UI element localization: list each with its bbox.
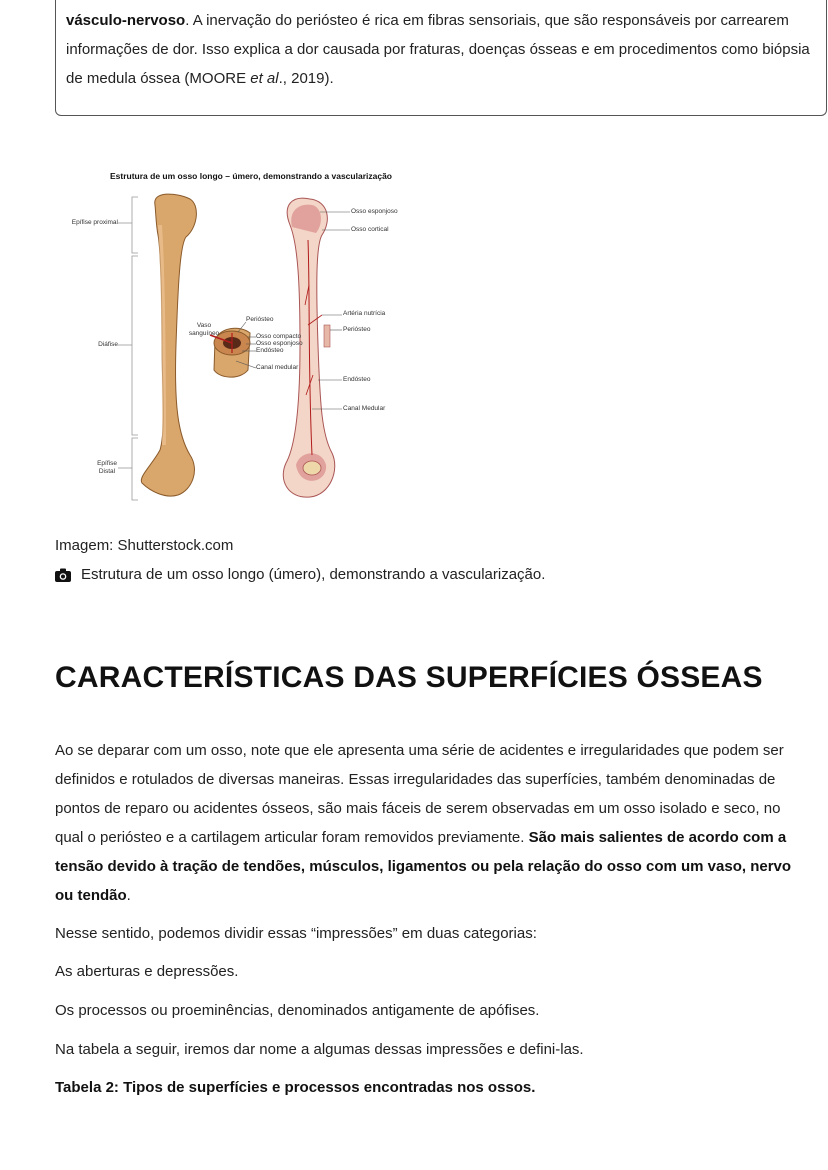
callout-text xyxy=(66,6,816,93)
label-spongy-bone-mid: Osso esponjoso xyxy=(256,340,303,347)
callout-cite-italic: et al xyxy=(250,70,279,87)
image-credit: Imagem: Shutterstock.com xyxy=(55,537,234,554)
figure-caption xyxy=(55,566,545,583)
paragraph-categories: Nesse sentido, podemos dividir essas “impressões” em duas categorias: xyxy=(55,925,537,942)
label-diaphysis: Diáfise xyxy=(98,341,118,348)
paragraph-table-intro: Na tabela a seguir, iremos dar nome a algumas dessas impressões e defini-las. xyxy=(55,1041,584,1058)
label-medullary-canal-mid: Canal medular xyxy=(256,364,299,371)
label-spongy-bone: Osso esponjoso xyxy=(351,208,398,215)
label-endosteum-mid: Endósteo xyxy=(256,347,284,354)
paragraph-processes: Os processos ou proeminências, denominados antigamente de apófises. xyxy=(55,1002,540,1019)
para1-end: . xyxy=(126,887,131,904)
label-periosteum-mid: Periósteo xyxy=(246,316,274,323)
figure-title: Estrutura de um osso longo – úmero, demonstrando a vascularização xyxy=(110,171,392,181)
label-periosteum: Periósteo xyxy=(343,326,371,333)
label-compact-bone: Osso compacto xyxy=(256,333,302,340)
bone-figure xyxy=(60,165,480,510)
section-heading: CARACTERÍSTICAS DAS SUPERFÍCIES ÓSSEAS xyxy=(55,661,763,694)
callout-cite-end: ., 2019). xyxy=(278,70,334,87)
label-nutrient-artery: Artéria nutrícia xyxy=(343,310,386,317)
label-epiphysis-proximal: Epífise proximal xyxy=(71,219,118,226)
label-cortical-bone: Osso cortical xyxy=(351,226,389,233)
para1-text: Ao se deparar com um osso, note que ele apresenta uma série de acidentes e irregularidades que podem ser definidos e rotulados de diversas maneiras. Essas irregularidades das superfícies, também denominadas de pontos de reparo ou acidentes ósseos, são mais fáceis de serem observadas em um osso isolado e seco, no qual o periósteo e a cartilagem articular foram removidos previamente. xyxy=(55,742,784,846)
paragraph-openings: As aberturas e depressões. xyxy=(55,963,239,980)
label-blood-vessel: Vaso sanguíneo xyxy=(188,322,220,337)
table-title: Tabela 2: Tipos de superfícies e processos encontradas nos ossos. xyxy=(55,1079,536,1096)
callout-bold-lead: vásculo-nervoso xyxy=(66,12,186,29)
caption-text: Estrutura de um osso longo (úmero), demonstrando a vascularização. xyxy=(81,566,546,583)
label-medullary-canal: Canal Medular xyxy=(343,405,386,412)
info-callout xyxy=(55,0,827,116)
camera-icon xyxy=(55,568,71,582)
region-brackets xyxy=(118,197,138,500)
intro-paragraph xyxy=(55,736,795,910)
label-endosteum: Endósteo xyxy=(343,376,371,383)
para1-bold: São mais salientes de acordo com a tensão devido à tração de tendões, músculos, ligamentos ou pela relação do osso com um vaso, nervo ou tendão xyxy=(55,829,792,904)
humerus-bone xyxy=(141,194,196,496)
label-epiphysis-distal: Epífise Distal xyxy=(97,460,117,475)
callout-body: . A inervação do periósteo é rica em fibras sensoriais, que são responsáveis por carrearem informações de dor. Isso explica a dor causada por fraturas, doenças ósseas e em procedimentos como biópsia de medula óssea (MOORE xyxy=(66,12,810,87)
